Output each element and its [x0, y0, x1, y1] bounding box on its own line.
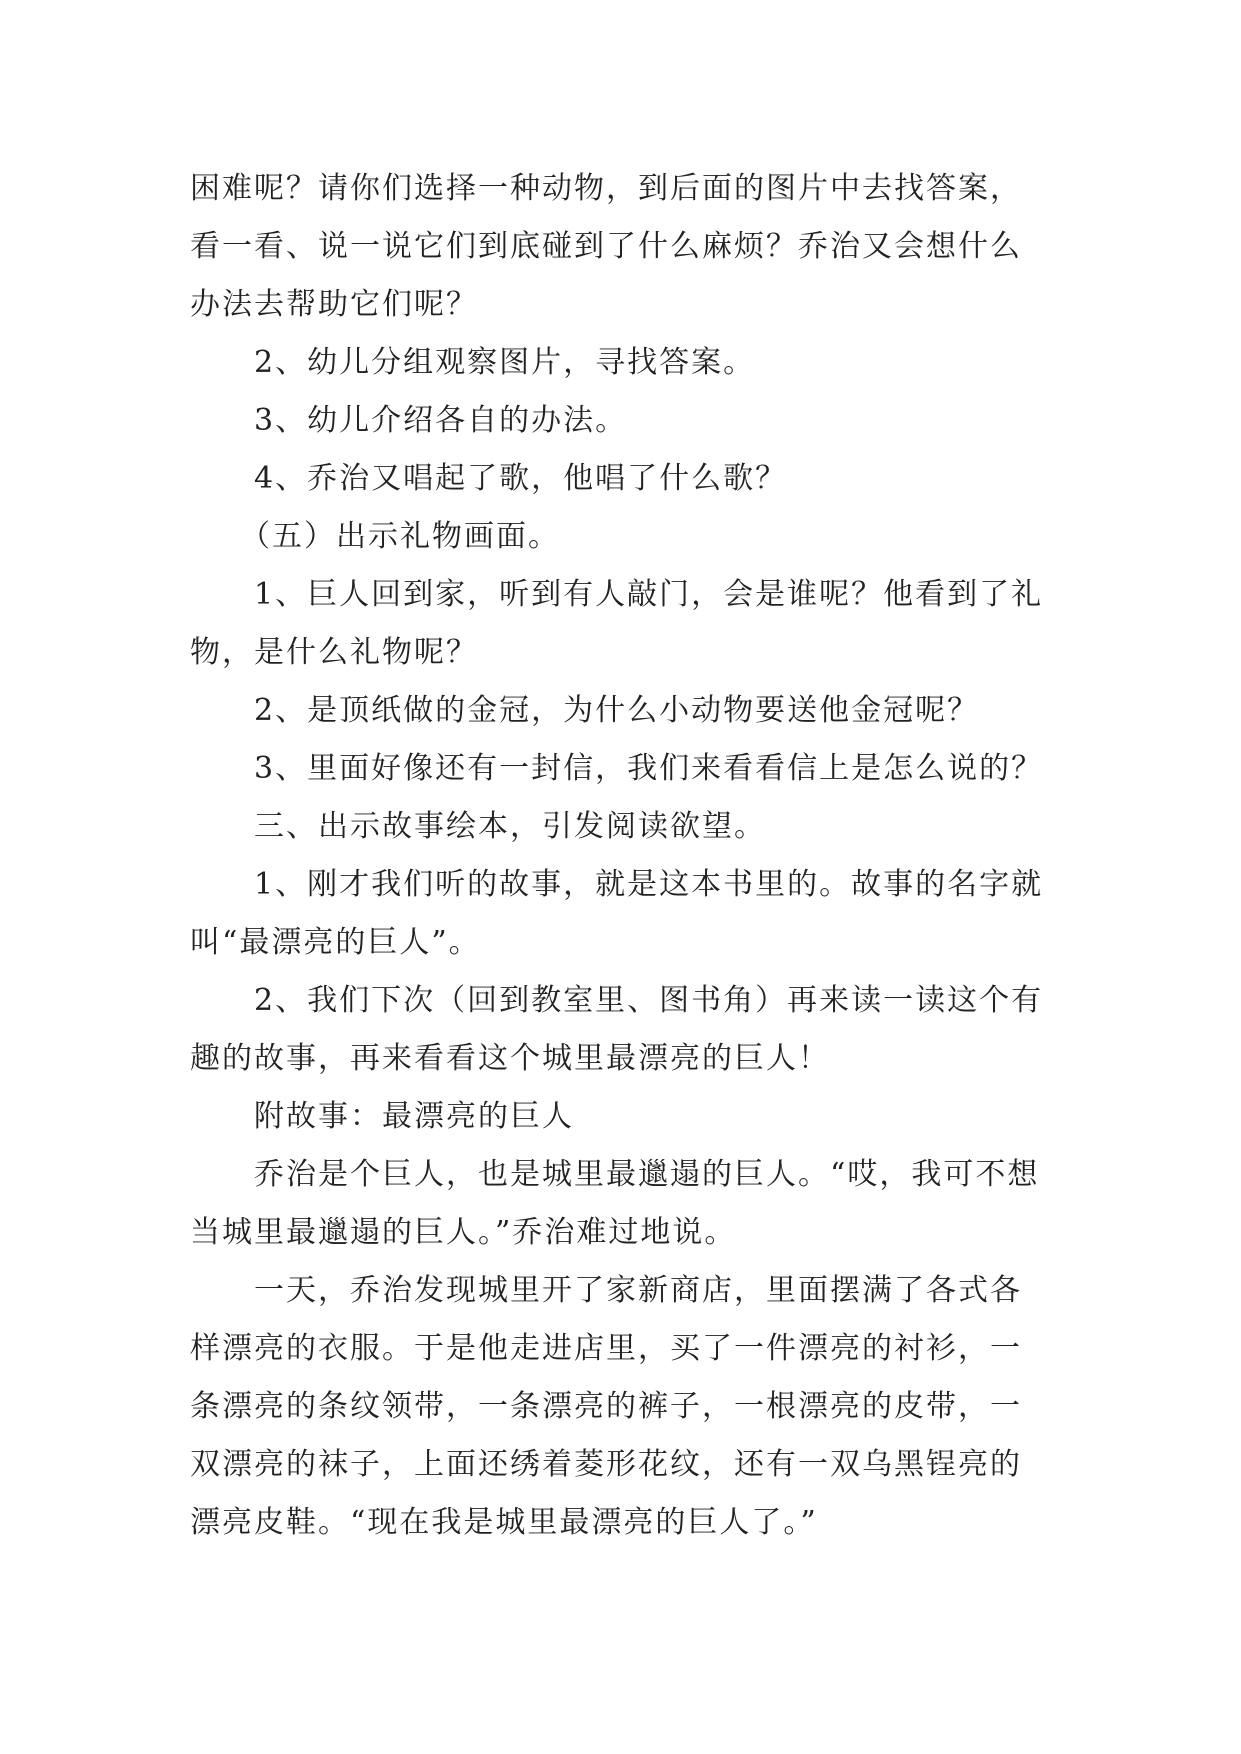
paragraph-book-2: 2、我们下次（回到教室里、图书角）再来读一读这个有趣的故事，再来看看这个城里最漂亮的巨人！ — [190, 983, 1044, 1076]
paragraph-step-3: 3、幼儿介绍各自的办法。 — [254, 403, 628, 438]
story-paragraph-2: 一天，乔治发现城里开了家新商店，里面摆满了各式各样漂亮的衣服。于是他走进店里，买了一件漂亮的衬衫，一条漂亮的条纹领带，一条漂亮的裤子，一根漂亮的皮带，一双漂亮的袜子，上面还绣着菱形花纹，还有一双乌黑锃亮的漂亮皮鞋。“现在我是城里最漂亮的巨人了。” — [190, 1273, 1022, 1540]
paragraph-continued: 困难呢？请你们选择一种动物，到后面的图片中去找答案，看一看、说一说它们到底碰到了什么麻烦？乔治又会想什么办法去帮助它们呢？ — [190, 171, 1022, 322]
story-title: 附故事：最漂亮的巨人 — [254, 1099, 574, 1134]
paragraph-gift-1: 1、巨人回到家，听到有人敲门，会是谁呢？他看到了礼物，是什么礼物呢？ — [190, 577, 1044, 670]
story-paragraph-1: 乔治是个巨人，也是城里最邋遢的巨人。“哎，我可不想当城里最邋遢的巨人。”乔治难过地说。 — [190, 1157, 1040, 1250]
paragraph-gift-2: 2、是顶纸做的金冠，为什么小动物要送他金冠呢？ — [254, 693, 980, 728]
section-heading-three: 三、出示故事绘本，引发阅读欲望。 — [254, 809, 766, 844]
paragraph-step-2: 2、幼儿分组观察图片，寻找答案。 — [254, 345, 756, 380]
paragraph-gift-3: 3、里面好像还有一封信，我们来看看信上是怎么说的？ — [254, 751, 1044, 786]
paragraph-book-1: 1、刚才我们听的故事，就是这本书里的。故事的名字就叫“最漂亮的巨人”。 — [190, 867, 1044, 960]
section-heading-five: （五）出示礼物画面。 — [240, 519, 560, 554]
paragraph-step-4: 4、乔治又唱起了歌，他唱了什么歌？ — [254, 461, 788, 496]
document-body — [190, 160, 1050, 1552]
